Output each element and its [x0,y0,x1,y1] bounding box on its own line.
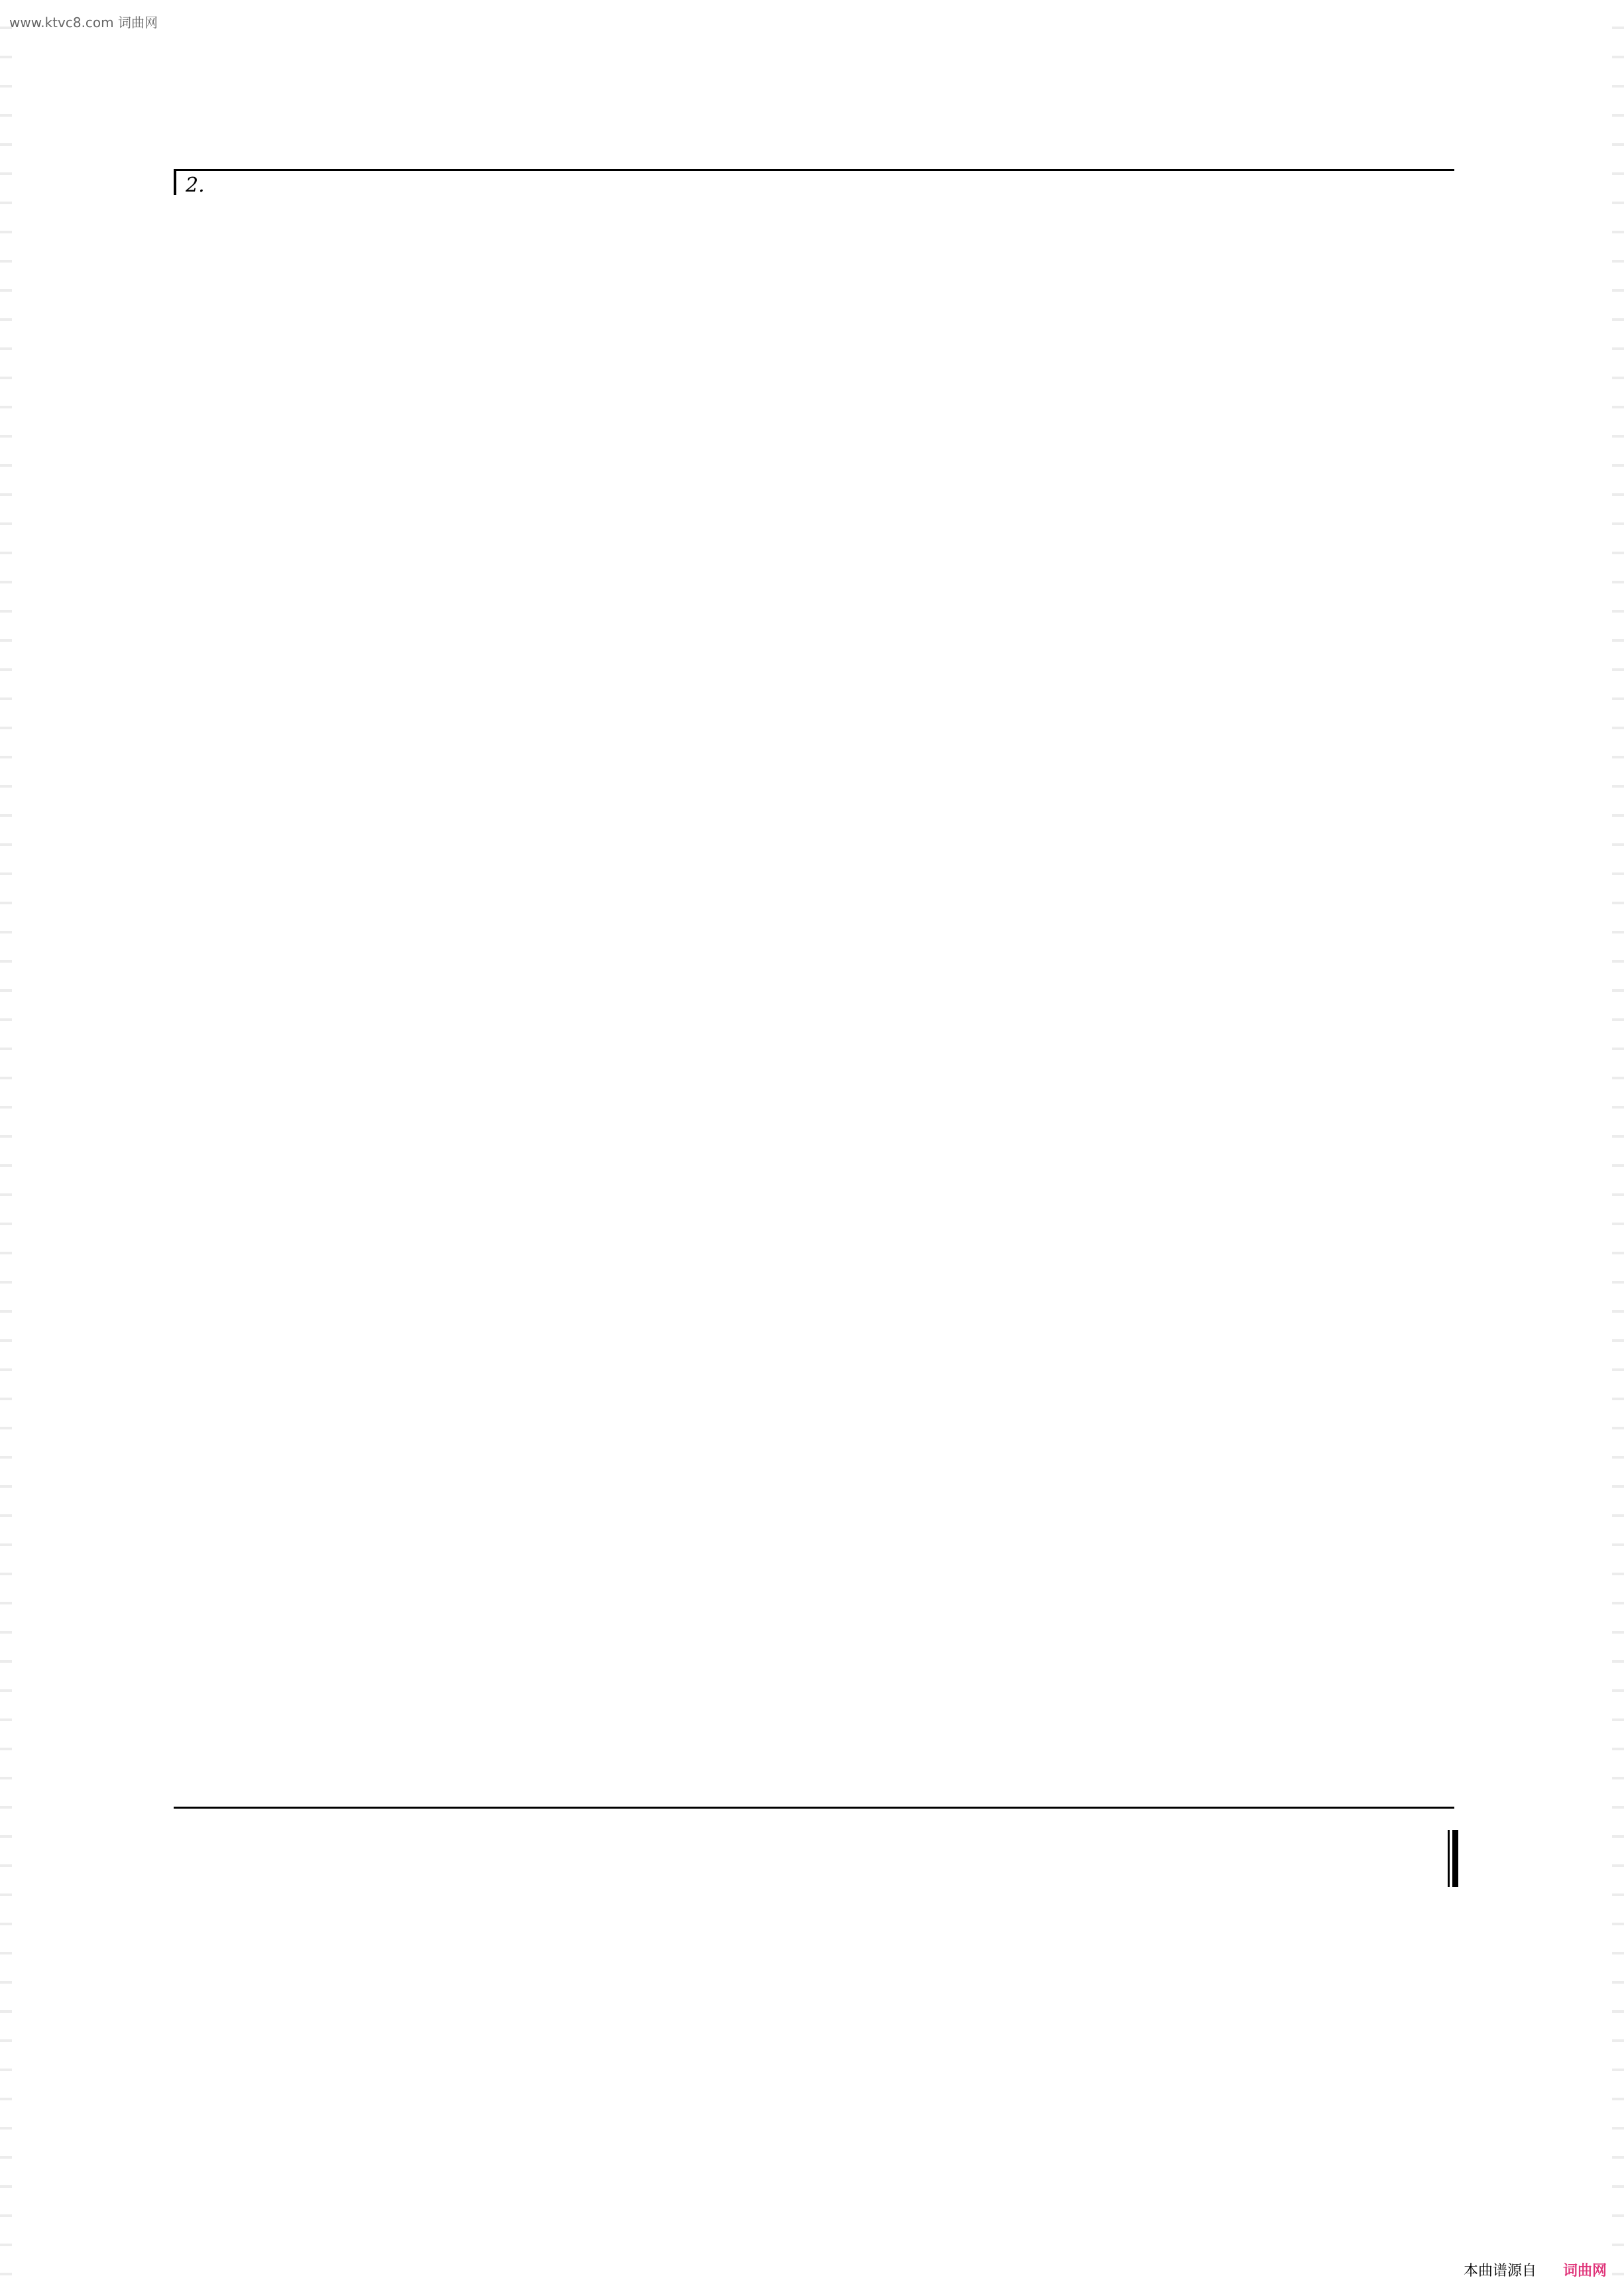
volta-label: 2. [186,174,205,197]
footer-brand: 词曲网 [1562,2263,1607,2279]
volta-mark [174,171,176,195]
score-system [174,1817,1454,1949]
score-system [174,1200,1454,1333]
left-page-edge [0,0,12,2284]
score-system [174,1406,1454,1538]
right-page-edge [1612,0,1624,2284]
final-double-barline [1448,1830,1458,1887]
score-system [174,1604,1454,1737]
footer-source: 本曲谱源自 [1463,2263,1537,2279]
final-system-line [174,1807,1454,1809]
header-url: www.ktvc8.com 词曲网 [9,15,158,30]
footer [1464,2259,1607,2280]
volta-bracket [174,169,1454,195]
score-system [174,192,1454,325]
score-system [174,796,1454,928]
score-system [174,398,1454,530]
score-system [174,994,1454,1127]
score-system [174,597,1454,729]
